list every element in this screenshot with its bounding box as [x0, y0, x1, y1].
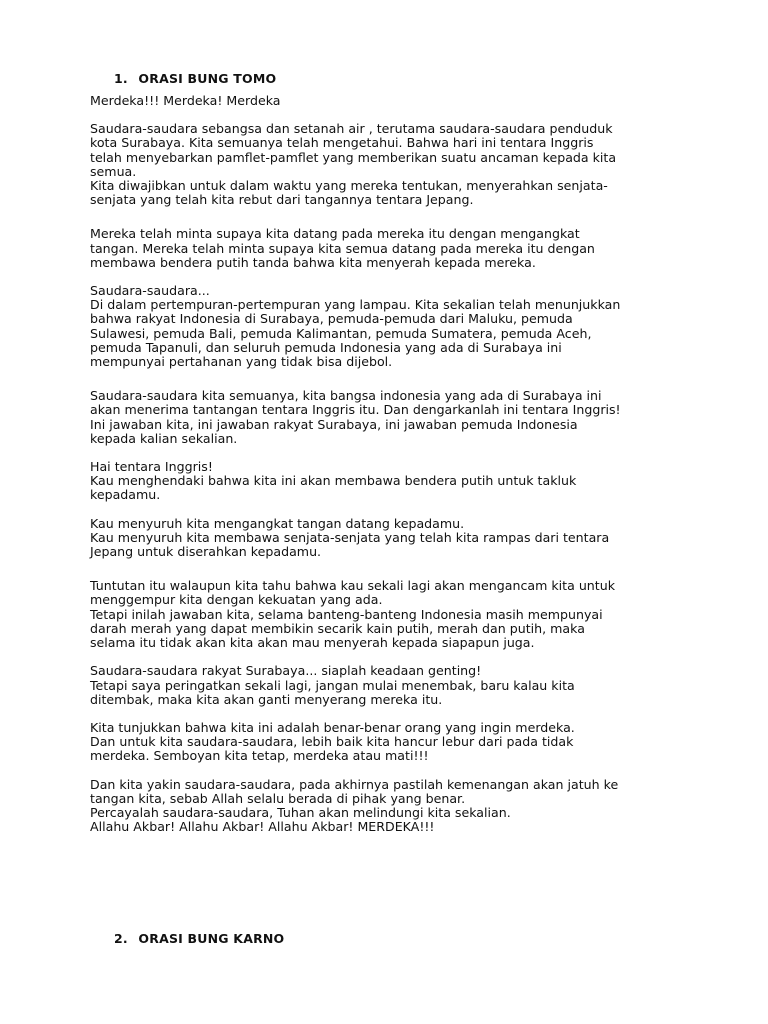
text-line: menggempur kita dengan kekuatan yang ada. — [90, 592, 383, 608]
text-line: Tuntutan itu walaupun kita tahu bahwa kau sekali lagi akan mengancam kita untuk — [90, 578, 615, 594]
text-line: senjata yang telah kita rebut dari tangannya tentara Jepang. — [90, 192, 474, 208]
text-line: Ini jawaban kita, ini jawaban rakyat Surabaya, ini jawaban pemuda Indonesia — [90, 416, 578, 432]
text-line: telah menyebarkan pamflet-pamflet yang memberikan suatu ancaman kepada kita — [90, 149, 617, 165]
text-line: Tetapi inilah jawaban kita, selama banteng-banteng Indonesia masih mempunyai — [90, 606, 603, 622]
text-line: Saudara-saudara... — [90, 283, 210, 299]
text-line: Tetapi saya peringatkan sekali lagi, jangan mulai menembak, baru kalau kita — [90, 677, 575, 693]
text-line: kota Surabaya. Kita semuanya telah mengetahui. Bahwa hari ini tentara Inggris — [90, 135, 594, 151]
text-line: Dan kita yakin saudara-saudara, pada akhirnya pastilah kemenangan akan jatuh ke — [90, 776, 619, 792]
section-heading-2 — [114, 931, 284, 946]
text-line: Saudara-saudara kita semuanya, kita bangsa indonesia yang ada di Surabaya ini — [90, 388, 602, 404]
speech-body — [90, 94, 690, 834]
text-line: mempunyai pertahanan yang tidak bisa dijebol. — [90, 354, 393, 370]
text-line: Saudara-saudara sebangsa dan setanah air , terutama saudara-saudara penduduk — [90, 121, 613, 137]
text-line: Kita tunjukkan bahwa kita ini adalah benar-benar orang yang ingin merdeka. — [90, 719, 575, 735]
text-line: Kau menghendaki bahwa kita ini akan membawa bendera putih untuk takluk — [90, 473, 577, 489]
text-line: kepadamu. — [90, 487, 161, 503]
section-title: ORASI BUNG KARNO — [138, 931, 285, 946]
text-line: Merdeka!!! Merdeka! Merdeka — [90, 93, 281, 108]
text-line: Sulawesi, pemuda Bali, pemuda Kalimantan, pemuda Sumatera, pemuda Aceh, — [90, 325, 592, 341]
text-line: merdeka. Semboyan kita tetap, merdeka atau mati!!! — [90, 748, 429, 764]
text-line: Mereka telah minta supaya kita datang pada mereka itu dengan mengangkat — [90, 226, 580, 242]
text-line: Percayalah saudara-saudara, Tuhan akan melindungi kita sekalian. — [90, 804, 511, 820]
text-line: Allahu Akbar! Allahu Akbar! Allahu Akbar! MERDEKA!!! — [90, 819, 435, 835]
section-heading-1 — [114, 71, 276, 86]
text-line: semua. — [90, 163, 137, 179]
text-line: ditembak, maka kita akan ganti menyerang mereka itu. — [90, 691, 443, 707]
text-line: kepada kalian sekalian. — [90, 430, 238, 446]
text-line: darah merah yang dapat membikin secarik kain putih, merah dan putih, maka — [90, 620, 585, 636]
section-number: 1. — [114, 71, 128, 86]
text-line: selama itu tidak akan kita akan mau menyerah kepada siapapun juga. — [90, 635, 535, 651]
text-line: Di dalam pertempuran-pertempuran yang lampau. Kita sekalian telah menunjukkan — [90, 297, 621, 313]
text-line: akan menerima tantangan tentara Inggris itu. Dan dengarkanlah ini tentara Inggris! — [90, 402, 621, 418]
text-line: tangan. Mereka telah minta supaya kita semua datang pada mereka itu dengan — [90, 240, 595, 256]
text-line: Hai tentara Inggris! — [90, 459, 213, 475]
text-line: Jepang untuk diserahkan kepadamu. — [90, 544, 322, 560]
text-line: pemuda Tapanuli, dan seluruh pemuda Indonesia yang ada di Surabaya ini — [90, 339, 562, 355]
text-line: Kau menyuruh kita mengangkat tangan datang kepadamu. — [90, 515, 465, 531]
text-line: bahwa rakyat Indonesia di Surabaya, pemuda-pemuda dari Maluku, pemuda — [90, 311, 573, 327]
text-line: membawa bendera putih tanda bahwa kita menyerah kepada mereka. — [90, 254, 536, 270]
text-line: Dan untuk kita saudara-saudara, lebih baik kita hancur lebur dari pada tidak — [90, 734, 574, 750]
text-line: Kita diwajibkan untuk dalam waktu yang mereka tentukan, menyerahkan senjata- — [90, 178, 608, 194]
text-line: tangan kita, sebab Allah selalu berada di pihak yang benar. — [90, 790, 466, 806]
text-line: Saudara-saudara rakyat Surabaya... siaplah keadaan genting! — [90, 663, 482, 679]
text-line: Kau menyuruh kita membawa senjata-senjata yang telah kita rampas dari tentara — [90, 529, 610, 545]
section-title: ORASI BUNG TOMO — [138, 71, 277, 86]
section-number: 2. — [114, 931, 128, 946]
